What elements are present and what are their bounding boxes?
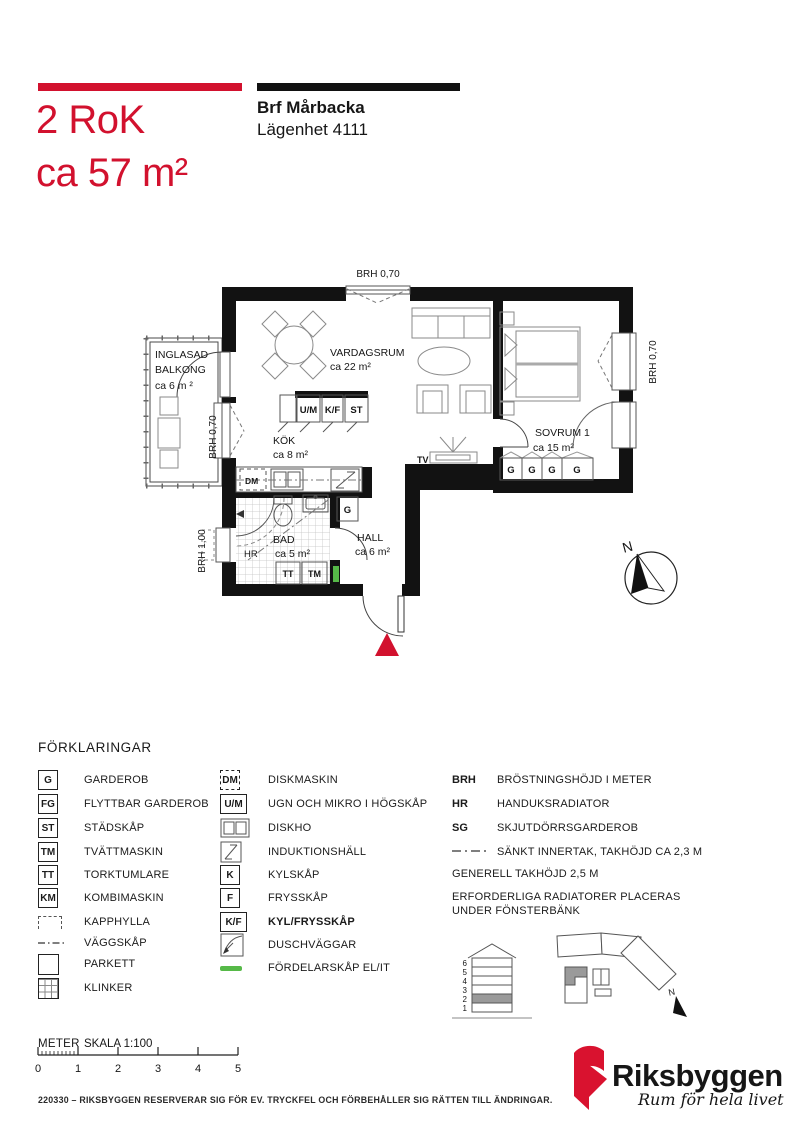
bedroom-door-swing bbox=[500, 419, 528, 447]
site-north-arrow-icon bbox=[673, 996, 687, 1017]
cleaning-cabinet-label: ST bbox=[350, 405, 363, 416]
scale-ratio-label: SKALA 1:100 bbox=[84, 1038, 153, 1050]
floor-number: 3 bbox=[462, 986, 467, 995]
legend-item-garderob: G GARDEROB bbox=[38, 769, 149, 791]
bath-area: ca 5 m² bbox=[275, 548, 311, 560]
balcony-door-living bbox=[220, 352, 230, 397]
living-room-label: VARDAGSRUM bbox=[330, 347, 405, 359]
unit-type: 2 RoK bbox=[36, 98, 145, 142]
induction-hob-icon bbox=[220, 841, 242, 863]
dishwasher-symbol: DM bbox=[220, 770, 240, 790]
scale-tick: 1 bbox=[74, 1063, 82, 1075]
dishwasher-label: DM bbox=[245, 476, 259, 486]
fridge-symbol: K bbox=[220, 865, 240, 885]
dining-chair bbox=[300, 353, 326, 379]
sink-icon bbox=[220, 818, 250, 838]
balcony-chair bbox=[160, 450, 178, 468]
bedroom-area: ca 15 m² bbox=[533, 442, 574, 454]
scale-tick: 0 bbox=[34, 1063, 42, 1075]
bedroom-label: SOVRUM 1 bbox=[535, 427, 590, 439]
armchair bbox=[417, 385, 448, 413]
sofa bbox=[412, 308, 490, 338]
legend-title: FÖRKLARINGAR bbox=[38, 740, 152, 755]
unit-area: ca 57 m² bbox=[36, 151, 188, 195]
scale-tick: 2 bbox=[114, 1063, 122, 1075]
brh-label-balcony: BRH 0,70 bbox=[208, 415, 219, 459]
dryer-label: TT bbox=[282, 569, 294, 579]
tile-icon bbox=[38, 978, 59, 999]
legend-item-klinker: KLINKER bbox=[38, 977, 132, 999]
floor-plan bbox=[140, 255, 700, 668]
washer-symbol: TM bbox=[38, 842, 58, 862]
building-elevation bbox=[452, 944, 532, 1018]
brh-label-top: BRH 0,70 bbox=[356, 269, 400, 280]
riksbyggen-logo bbox=[560, 1038, 800, 1122]
legend-item-hr: HR HANDUKSRADIATOR bbox=[452, 798, 610, 810]
black-accent-bar bbox=[257, 83, 460, 91]
tv-label: TV bbox=[417, 455, 429, 465]
window-bedroom bbox=[612, 333, 636, 390]
wardrobe-label: G bbox=[507, 465, 515, 476]
floor-number: 5 bbox=[462, 968, 467, 977]
floor-number: 2 bbox=[462, 995, 467, 1004]
freezer-symbol: F bbox=[220, 888, 240, 908]
distribution-cabinet bbox=[333, 566, 339, 582]
balcony-table bbox=[158, 418, 180, 448]
legend-item-sankt-innertak: SÄNKT INNERTAK, TAKHÖJD CA 2,3 M bbox=[452, 841, 702, 863]
legend-item-frysskap: F FRYSSKÅP bbox=[220, 887, 328, 909]
scale-tick: 4 bbox=[194, 1063, 202, 1075]
site-north-label: N bbox=[667, 986, 676, 998]
legend-item-tvattmaskin: TM TVÄTTMASKIN bbox=[38, 841, 163, 863]
coffee-table bbox=[418, 347, 470, 375]
legend-item-kylskap: K KYLSKÅP bbox=[220, 864, 320, 886]
bath-label: BAD bbox=[273, 534, 295, 546]
legend-item-ugn-mikro: U/M UGN OCH MIKRO I HÖGSKÅP bbox=[220, 793, 427, 815]
tall-cabinet bbox=[280, 395, 296, 422]
balcony-label-1: INGLASAD bbox=[155, 349, 209, 361]
logo-wordmark: Riksbyggen bbox=[612, 1058, 783, 1093]
highlighted-floor bbox=[472, 994, 512, 1003]
floor-number: 1 bbox=[462, 1004, 467, 1013]
scale-bar bbox=[30, 1036, 250, 1086]
balcony-area-label: ca 6 m ² bbox=[155, 380, 193, 392]
lowered-ceiling-icon bbox=[452, 847, 488, 855]
floor-number: 6 bbox=[462, 959, 467, 968]
hall-label: HALL bbox=[357, 532, 384, 544]
legend-item-sg: SG SKJUTDÖRRSGARDEROB bbox=[452, 822, 639, 834]
apartment-size-title bbox=[36, 94, 188, 200]
dryer-symbol: TT bbox=[38, 865, 58, 885]
legend-item-kapphylla: KAPPHYLLA bbox=[38, 911, 150, 933]
riksbyggen-logo-icon bbox=[574, 1046, 607, 1110]
legend-item-brh: BRH BRÖSTNINGSHÖJD I METER bbox=[452, 774, 652, 786]
legend-item-induktionshall: INDUKTIONSHÄLL bbox=[220, 841, 366, 863]
legend-item-kyl-frys: K/F KYL/FRYSSKÅP bbox=[220, 911, 355, 933]
oven-micro-symbol: U/M bbox=[220, 794, 247, 814]
parquet-icon bbox=[38, 954, 59, 975]
living-room-area: ca 22 m² bbox=[330, 361, 371, 373]
brh-label-right: BRH 0,70 bbox=[648, 340, 659, 384]
logo-tagline: Rum för hela livet bbox=[638, 1090, 784, 1109]
entrance-door-leaf bbox=[398, 596, 404, 632]
balcony-label-2: BALKONG bbox=[155, 364, 206, 376]
project-name: Brf Mårbacka bbox=[257, 98, 365, 117]
site-diagram bbox=[445, 925, 695, 1025]
kitchen-area: ca 8 m² bbox=[273, 449, 309, 461]
scale-tick: 3 bbox=[154, 1063, 162, 1075]
compass-icon bbox=[620, 538, 677, 604]
legend-item-duschvaggar: DUSCHVÄGGAR bbox=[220, 934, 356, 956]
floor-number: 4 bbox=[462, 977, 467, 986]
legend-item-kombimaskin: KM KOMBIMASKIN bbox=[38, 887, 164, 909]
legend-item-fordelarskap: FÖRDELARSKÅP EL/IT bbox=[220, 957, 390, 979]
balcony-chair bbox=[160, 397, 178, 415]
entrance-marker-icon bbox=[375, 633, 399, 656]
balcony-furniture bbox=[158, 397, 180, 468]
fridge-freezer-label: K/F bbox=[324, 405, 341, 416]
scale-tick-labels bbox=[35, 1063, 241, 1075]
shower-walls-icon bbox=[220, 933, 244, 957]
oven-micro-label: U/M bbox=[299, 405, 318, 416]
towel-radiator-label: HR bbox=[244, 549, 258, 560]
hall-wardrobe-label: G bbox=[343, 505, 352, 516]
window-bath bbox=[216, 528, 230, 562]
wardrobe-symbol: G bbox=[38, 770, 58, 790]
apartment-number: Lägenhet 4111 bbox=[257, 120, 368, 139]
wardrobe-label: G bbox=[573, 465, 581, 476]
fridge-freezer-symbol: K/F bbox=[220, 912, 247, 932]
washer-label: TM bbox=[308, 569, 321, 579]
disclaimer-text: 220330 – RIKSBYGGEN RESERVERAR SIG FÖR EV. TRYCKFEL OCH FÖRBEHÅLLER SIG RÄTTEN TILL ÄNDRINGAR. bbox=[38, 1095, 553, 1105]
scale-tick: 5 bbox=[234, 1063, 242, 1075]
scale-unit-label: METER bbox=[38, 1038, 80, 1050]
pillow bbox=[505, 334, 517, 356]
combi-machine-symbol: KM bbox=[38, 888, 58, 908]
wall-cabinet-icon bbox=[38, 939, 66, 947]
living-room-furniture bbox=[262, 308, 491, 463]
legend-item-torktumlare: TT TORKTUMLARE bbox=[38, 864, 169, 886]
wardrobe-label: G bbox=[528, 465, 536, 476]
legend-item-diskmaskin: DM DISKMASKIN bbox=[220, 769, 338, 791]
dining-chair bbox=[262, 353, 288, 379]
kitchen-label: KÖK bbox=[273, 435, 296, 447]
legend-item-flyttbar-garderob: FG FLYTTBAR GARDEROB bbox=[38, 793, 209, 815]
site-plan bbox=[557, 933, 687, 1017]
balcony-door-bedroom bbox=[612, 402, 636, 448]
entrance-door-swing bbox=[363, 596, 403, 636]
legend-item-diskho: DISKHO bbox=[220, 817, 311, 839]
distribution-cabinet-icon bbox=[220, 966, 242, 971]
legend-item-parkett: PARKETT bbox=[38, 953, 135, 975]
legend-item-vaggskap: VÄGGSKÅP bbox=[38, 932, 147, 954]
hall-area: ca 6 m² bbox=[355, 546, 391, 558]
legend-item-stadskap: ST STÄDSKÅP bbox=[38, 817, 144, 839]
movable-wardrobe-symbol: FG bbox=[38, 794, 58, 814]
armchair bbox=[460, 385, 491, 413]
legend-note-radiators-1: ERFORDERLIGA RADIATORER PLACERAS bbox=[452, 891, 681, 903]
cleaning-cabinet-symbol: ST bbox=[38, 818, 58, 838]
bedroom-furniture bbox=[500, 312, 593, 480]
coat-shelf-icon bbox=[38, 916, 62, 929]
compass-north-label: N bbox=[620, 537, 635, 556]
legend-note-ceiling-height: GENERELL TAKHÖJD 2,5 M bbox=[452, 868, 599, 880]
red-accent-bar bbox=[38, 83, 242, 91]
dining-chair bbox=[262, 311, 288, 337]
wardrobe-label: G bbox=[548, 465, 556, 476]
dining-chair bbox=[300, 311, 326, 337]
brh-label-bath: BRH 1,00 bbox=[197, 529, 208, 573]
legend-note-radiators-2: UNDER FÖNSTERBÄNK bbox=[452, 905, 581, 917]
pillow bbox=[505, 368, 517, 390]
